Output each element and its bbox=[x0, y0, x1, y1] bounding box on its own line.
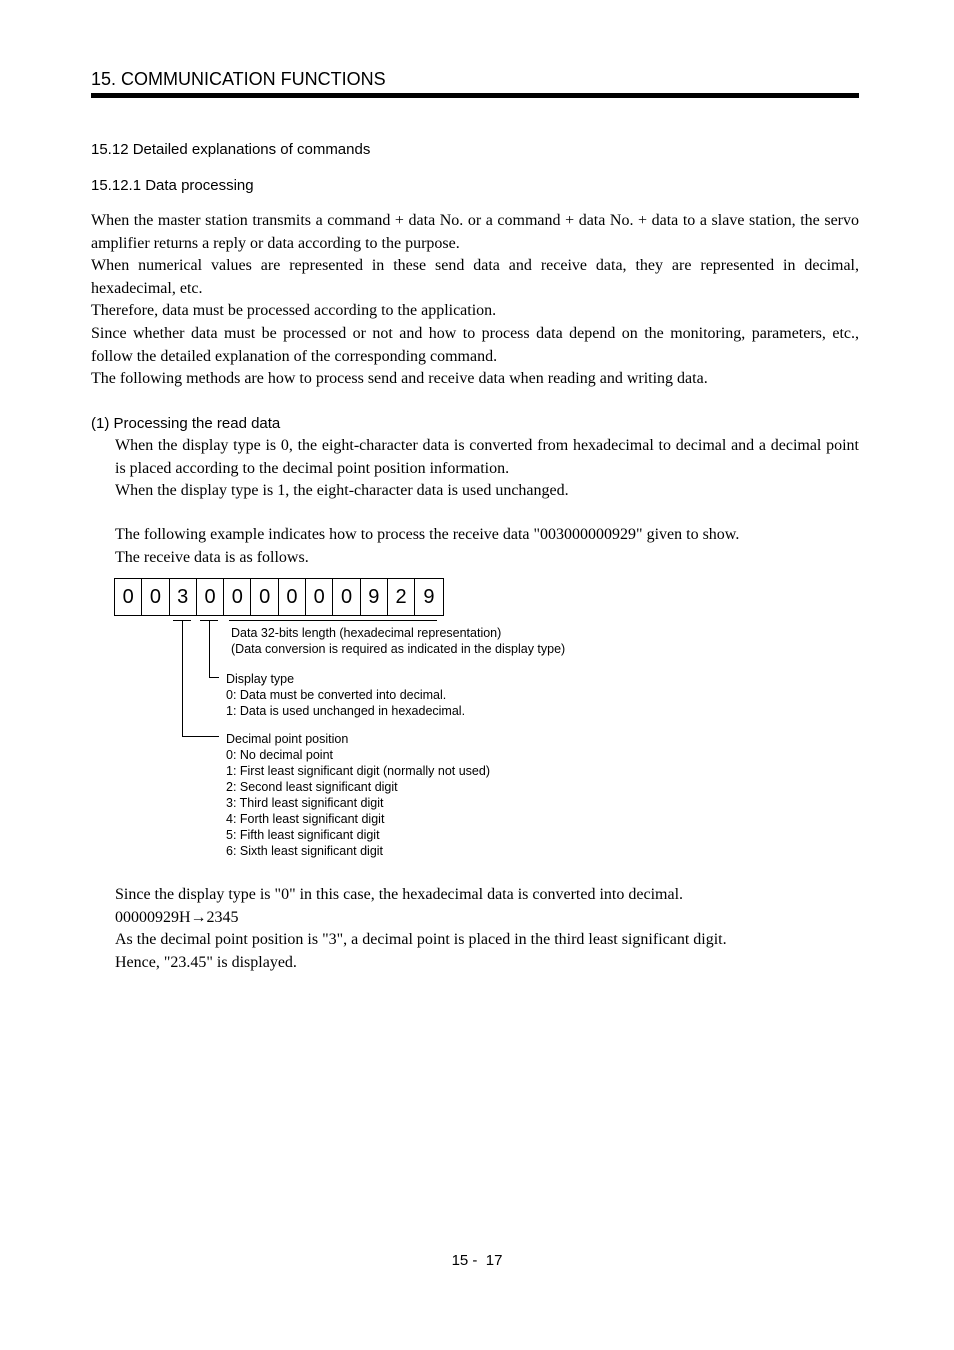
digit-cell: 0 bbox=[197, 579, 224, 615]
item-paragraph: When the display type is 0, the eight-character data is converted from hexadecimal to decimal and a decimal point is placed according to the decimal point position information. bbox=[115, 437, 859, 477]
display-type-leader-h bbox=[209, 677, 219, 678]
decimal-point-option: 5: Fifth least significant digit bbox=[226, 828, 380, 842]
conclusion-line: Hence, "23.45" is displayed. bbox=[115, 953, 297, 971]
subsection-heading: 15.12.1 Data processing bbox=[91, 177, 254, 194]
display-type-note bbox=[226, 671, 465, 719]
decimal-point-option: 2: Second least significant digit bbox=[226, 780, 398, 794]
intro-paragraph: When the master station transmits a command + data No. or a command + data No. + data to a slave station, the servo amplifier returns a reply or data according to the purpose. bbox=[91, 212, 859, 252]
digit-cell: 3 bbox=[170, 579, 197, 615]
conclusion-line: As the decimal point position is "3", a decimal point is placed in the third least significant digit. bbox=[115, 931, 727, 949]
data-label-line: (Data conversion is required as indicated in the display type) bbox=[231, 642, 566, 656]
intro-paragraph: When numerical values are represented in these send data and receive data, they are represented in decimal, hexadecimal, etc. bbox=[91, 257, 859, 297]
decimal-point-option: 0: No decimal point bbox=[226, 748, 334, 762]
item-heading: (1) Processing the read data bbox=[91, 415, 281, 432]
data-bracket-line bbox=[229, 620, 437, 621]
conclusion-line: Since the display type is "0" in this case, the hexadecimal data is converted into decimal. bbox=[115, 886, 684, 903]
intro-text bbox=[91, 210, 859, 391]
intro-paragraph: Since whether data must be processed or not and how to process data depend on the monitoring, parameters, etc., follow the detailed explanation of the corresponding command. bbox=[91, 324, 859, 365]
section-heading: 15.12 Detailed explanations of commands bbox=[91, 141, 371, 158]
decimal-point-option: 1: First least significant digit (normally not used) bbox=[226, 764, 490, 778]
intro-paragraph: Therefore, data must be processed according to the application. bbox=[91, 302, 497, 320]
receive-data-digits bbox=[114, 578, 444, 616]
intro-paragraph: The following methods are how to process send and receive data when reading and writing data. bbox=[91, 370, 708, 388]
digit-cell: 0 bbox=[224, 579, 251, 615]
digit-cell: 9 bbox=[361, 579, 388, 615]
digit-cell: 0 bbox=[333, 579, 360, 615]
digit-cell: 0 bbox=[115, 579, 142, 615]
page-number: 15 - 17 bbox=[451, 1252, 503, 1269]
display-type-option: 1: Data is used unchanged in hexadecimal. bbox=[226, 704, 466, 718]
decimal-point-leader-h bbox=[182, 736, 219, 737]
decimal-point-option: 3: Third least significant digit bbox=[226, 796, 384, 810]
data-label-line: Data 32-bits length (hexadecimal representation) bbox=[231, 626, 502, 640]
display-type-option: 0: Data must be converted into decimal. bbox=[226, 688, 447, 702]
item-description bbox=[115, 435, 859, 503]
decimal-point-option: 4: Forth least significant digit bbox=[226, 812, 385, 826]
digit-cell: 0 bbox=[306, 579, 333, 615]
decimal-point-leader-v bbox=[182, 620, 183, 737]
decimal-point-option: 6: Sixth least significant digit bbox=[226, 844, 384, 858]
conclusion-line: 00000929H→2345 bbox=[115, 908, 239, 926]
example-paragraph: The receive data is as follows. bbox=[115, 548, 309, 566]
digit-cell: 0 bbox=[279, 579, 306, 615]
decimal-point-title: Decimal point position bbox=[226, 732, 349, 746]
display-type-title: Display type bbox=[226, 672, 295, 686]
chapter-title: 15. COMMUNICATION FUNCTIONS bbox=[91, 69, 386, 89]
data-label bbox=[231, 625, 565, 657]
example-intro bbox=[115, 524, 859, 569]
digit-cell: 2 bbox=[388, 579, 415, 615]
item-paragraph: When the display type is 1, the eight-character data is used unchanged. bbox=[115, 482, 569, 500]
display-type-leader-v bbox=[209, 620, 210, 678]
decimal-point-note bbox=[226, 731, 490, 859]
digit-cell: 9 bbox=[423, 585, 435, 608]
digit-cell: 0 bbox=[251, 579, 278, 615]
digit-cell: 0 bbox=[142, 579, 169, 615]
conclusion-text bbox=[115, 884, 859, 974]
example-paragraph: The following example indicates how to process the receive data "003000000929" given to show. bbox=[115, 526, 740, 543]
header-rule bbox=[91, 93, 859, 98]
